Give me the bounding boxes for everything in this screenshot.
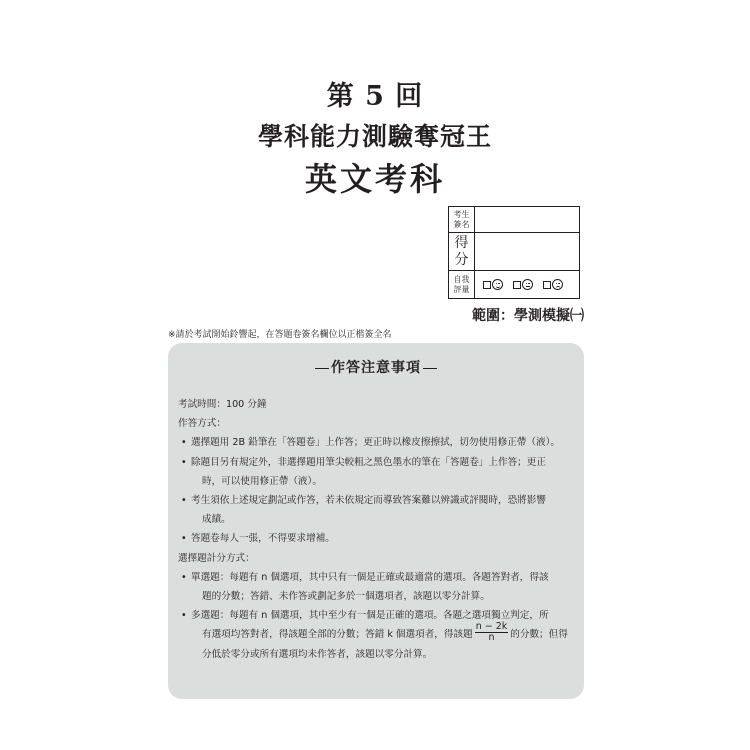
list-item: • 選擇題用 2B 鉛筆在「答題卷」上作答；更正時以橡皮擦擦拭，切勿使用修正帶（液）。 xyxy=(178,433,578,452)
exam-time: 考試時間：100 分鐘 xyxy=(178,399,267,410)
sign-label: 考生 簽名 xyxy=(449,207,475,233)
signature-note: ※請於考試開始鈴響起，在答題卷簽名欄位以正楷簽全名 xyxy=(168,330,392,340)
subject-title: 英文考科 xyxy=(304,160,445,198)
score-label: 得 分 xyxy=(449,233,475,271)
list-item: • 答題卷每人一張，不得要求增補。 xyxy=(178,529,578,548)
smile-icon xyxy=(492,279,503,290)
score-field[interactable] xyxy=(475,233,580,271)
self-eval-option-bad[interactable] xyxy=(543,279,563,291)
list-item: • 多選題：每題有 n 個選項，其中至少有一個是正確的選項。各題之選項獨立判定，所 xyxy=(178,606,578,625)
sad-icon xyxy=(552,279,563,290)
signature-field[interactable] xyxy=(475,207,580,233)
checkbox[interactable] xyxy=(543,281,551,289)
line-text: 有選項均答對者，得該題全部的分數；答錯 k 個選項者，得該題 xyxy=(202,629,473,641)
self-eval-options xyxy=(475,271,580,299)
line-text: 的分數；但得 xyxy=(510,629,568,641)
exam-range: 範圍：學測模擬㈠ xyxy=(472,308,584,324)
list-item-continued: 時，可以使用修正帶（液）。 xyxy=(202,475,322,487)
list-item: • 考生須依上述規定劃記或作答，若未依規定而導致答案難以辨識或評閱時，恐將影響 xyxy=(178,491,578,510)
checkbox[interactable] xyxy=(483,281,491,289)
fraction-denominator: n xyxy=(488,631,495,643)
self-eval-label: 自我 評量 xyxy=(449,271,475,299)
list-item-continued: 成績。 xyxy=(202,514,231,526)
list-item-continued: 分低於零分或所有選項均未作答者，該題以零分計算。 xyxy=(202,648,433,660)
instructions-panel xyxy=(168,343,584,699)
neutral-icon xyxy=(522,279,533,290)
fraction-numerator: n − 2k xyxy=(475,620,508,632)
scoring-heading: 選擇題計分方式： xyxy=(178,552,255,564)
list-item-continued xyxy=(178,620,578,644)
self-eval-option-good[interactable] xyxy=(483,279,503,291)
list-item: • 除題目另有規定外，非選擇題用筆尖較粗之黑色墨水的筆在「答題卷」上作答；更正 xyxy=(178,453,578,472)
instructions-body xyxy=(178,395,578,664)
instructions-title: 作答注意事項 xyxy=(168,357,584,377)
list-item: • 單選題：每題有 n 個選項，其中只有一個是正確或最適當的選項。各題答對者，得該 xyxy=(178,568,578,587)
list-item-continued: 題的分數；答錯、未作答或劃記多於一個選項者，該題以零分計算。 xyxy=(202,591,490,603)
answer-method-heading: 作答方式： xyxy=(178,418,226,430)
self-eval-option-neutral[interactable] xyxy=(513,279,533,291)
round-title: 第 5 回 xyxy=(326,81,424,112)
score-box xyxy=(448,206,580,299)
checkbox[interactable] xyxy=(513,281,521,289)
series-title: 學科能力測驗奪冠王 xyxy=(257,122,492,151)
